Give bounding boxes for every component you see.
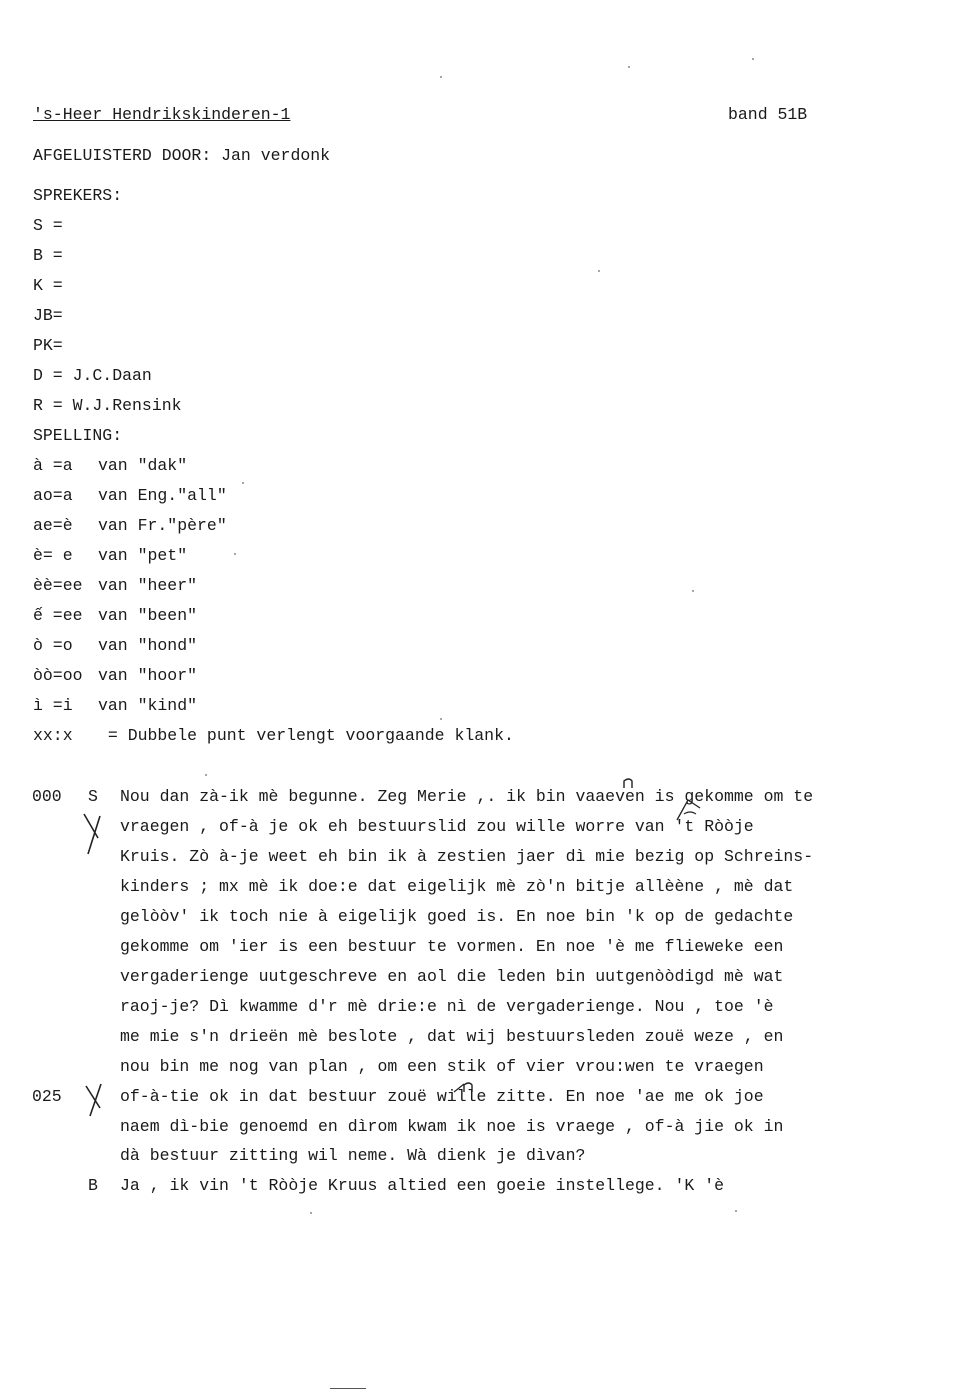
spelling-code: ì =i xyxy=(33,696,73,715)
transcript-line: vergaderienge uutgeschreve en aol die leden bin uutgenòòdigd mè wat xyxy=(120,967,784,986)
spelling-code: èè=ee xyxy=(33,576,83,595)
band-number: band 51B xyxy=(728,105,808,124)
spelling-code: è= e xyxy=(33,546,73,565)
scan-speck xyxy=(440,718,442,720)
handwritten-insertion-n xyxy=(622,776,636,790)
transcript-line: of-à-tie ok in dat bestuur zouë wille zitte. En noe 'ae me ok joe xyxy=(120,1087,764,1106)
scan-speck xyxy=(692,590,694,592)
scan-speck xyxy=(598,270,600,272)
transcript-line: Ja , ik vin 't Ròòje Kruus altied een goeie instellege. 'K 'è xyxy=(120,1176,724,1195)
spelling-desc: van Fr."père" xyxy=(98,516,227,535)
transcript-line: nou bin me nog van plan , om een stik of vier vrou:wen te vraegen xyxy=(120,1057,764,1076)
spelling-desc: van "hoor" xyxy=(98,666,198,685)
transcript-line: gekomme om 'ier is een bestuur te vormen. En noe 'è me flieweke een xyxy=(120,937,784,956)
transcript-line: vraegen , of-à je ok eh bestuurslid zou wille worre van 't Ròòje xyxy=(120,817,754,836)
speaker-entry: PK= xyxy=(33,336,63,355)
transcript-line: raoj-je? Dì kwamme d'r mè drie:e nì de vergaderienge. Nou , toe 'è xyxy=(120,997,774,1016)
listened-by: AFGELUISTERD DOOR: Jan verdonk xyxy=(33,146,331,165)
spelling-desc: van "hond" xyxy=(98,636,198,655)
spelling-code: òò=oo xyxy=(33,666,83,685)
transcript-line: me mie s'n drieën mè beslote , dat wij bestuursleden zouë weze , en xyxy=(120,1027,784,1046)
handwritten-cross-mark xyxy=(82,1080,106,1120)
scan-speck xyxy=(752,58,754,60)
spelling-code: ế =ee xyxy=(33,606,83,625)
scan-speck xyxy=(310,1212,312,1214)
transcript-line: kinders ; mx mè ik doe:e dat eigelijk mè zò'n bitje allèène , mè dat xyxy=(120,877,794,896)
spelling-desc: van "been" xyxy=(98,606,198,625)
scan-speck xyxy=(205,774,207,776)
transcript-line: dà bestuur zitting wil neme. Wà dienk je dìvan? xyxy=(120,1146,586,1165)
handwritten-cross-mark xyxy=(80,810,104,858)
spelling-desc: = Dubbele punt verlengt voorgaande klank. xyxy=(98,726,514,745)
handwritten-insertion-n xyxy=(452,1080,476,1094)
scan-speck xyxy=(440,76,442,78)
speaker-entry: S = xyxy=(33,216,63,235)
line-number: 025 xyxy=(32,1087,62,1106)
line-number: 000 xyxy=(32,787,62,806)
speaker-entry: K = xyxy=(33,276,63,295)
spelling-code: ao=a xyxy=(33,486,73,505)
speaker-entry: D = J.C.Daan xyxy=(33,366,152,385)
spelling-heading: SPELLING: xyxy=(33,426,123,445)
spelling-code: xx:x xyxy=(33,726,73,745)
handwritten-caret xyxy=(674,796,704,822)
scan-speck xyxy=(735,1210,737,1212)
speaker-tag: S xyxy=(88,787,98,806)
spelling-desc: van "pet" xyxy=(98,546,188,565)
spelling-desc: van Eng."all" xyxy=(98,486,227,505)
spelling-desc: van "dak" xyxy=(98,456,188,475)
scan-line xyxy=(330,1388,366,1389)
transcript-line: naem dì-bie genoemd en dìrom kwam ik noe is vraege , of-à jie ok in xyxy=(120,1117,784,1136)
transcript-line: gelòòv' ik toch nie à eigelijk goed is. En noe bin 'k op de gedachte xyxy=(120,907,794,926)
spelling-code: ae=è xyxy=(33,516,73,535)
scan-speck xyxy=(242,482,244,484)
spelling-desc: van "kind" xyxy=(98,696,198,715)
scan-speck xyxy=(234,553,236,555)
speaker-entry: JB= xyxy=(33,306,63,325)
speaker-entry: B = xyxy=(33,246,63,265)
spelling-desc: van "heer" xyxy=(98,576,198,595)
scan-speck xyxy=(628,66,630,68)
speaker-tag: B xyxy=(88,1176,98,1195)
document-title: 's-Heer Hendrikskinderen-1 xyxy=(33,105,291,124)
spelling-code: à =a xyxy=(33,456,73,475)
speakers-heading: SPREKERS: xyxy=(33,186,123,205)
transcript-line: Kruis. Zò à-je weet eh bin ik à zestien jaer dì mie bezig op Schreins- xyxy=(120,847,814,866)
spelling-code: ò =o xyxy=(33,636,73,655)
transcript-line: Nou dan zà-ik mè begunne. Zeg Merie ,. ik bin vaaeven is gekomme om te xyxy=(120,787,814,806)
speaker-entry: R = W.J.Rensink xyxy=(33,396,182,415)
